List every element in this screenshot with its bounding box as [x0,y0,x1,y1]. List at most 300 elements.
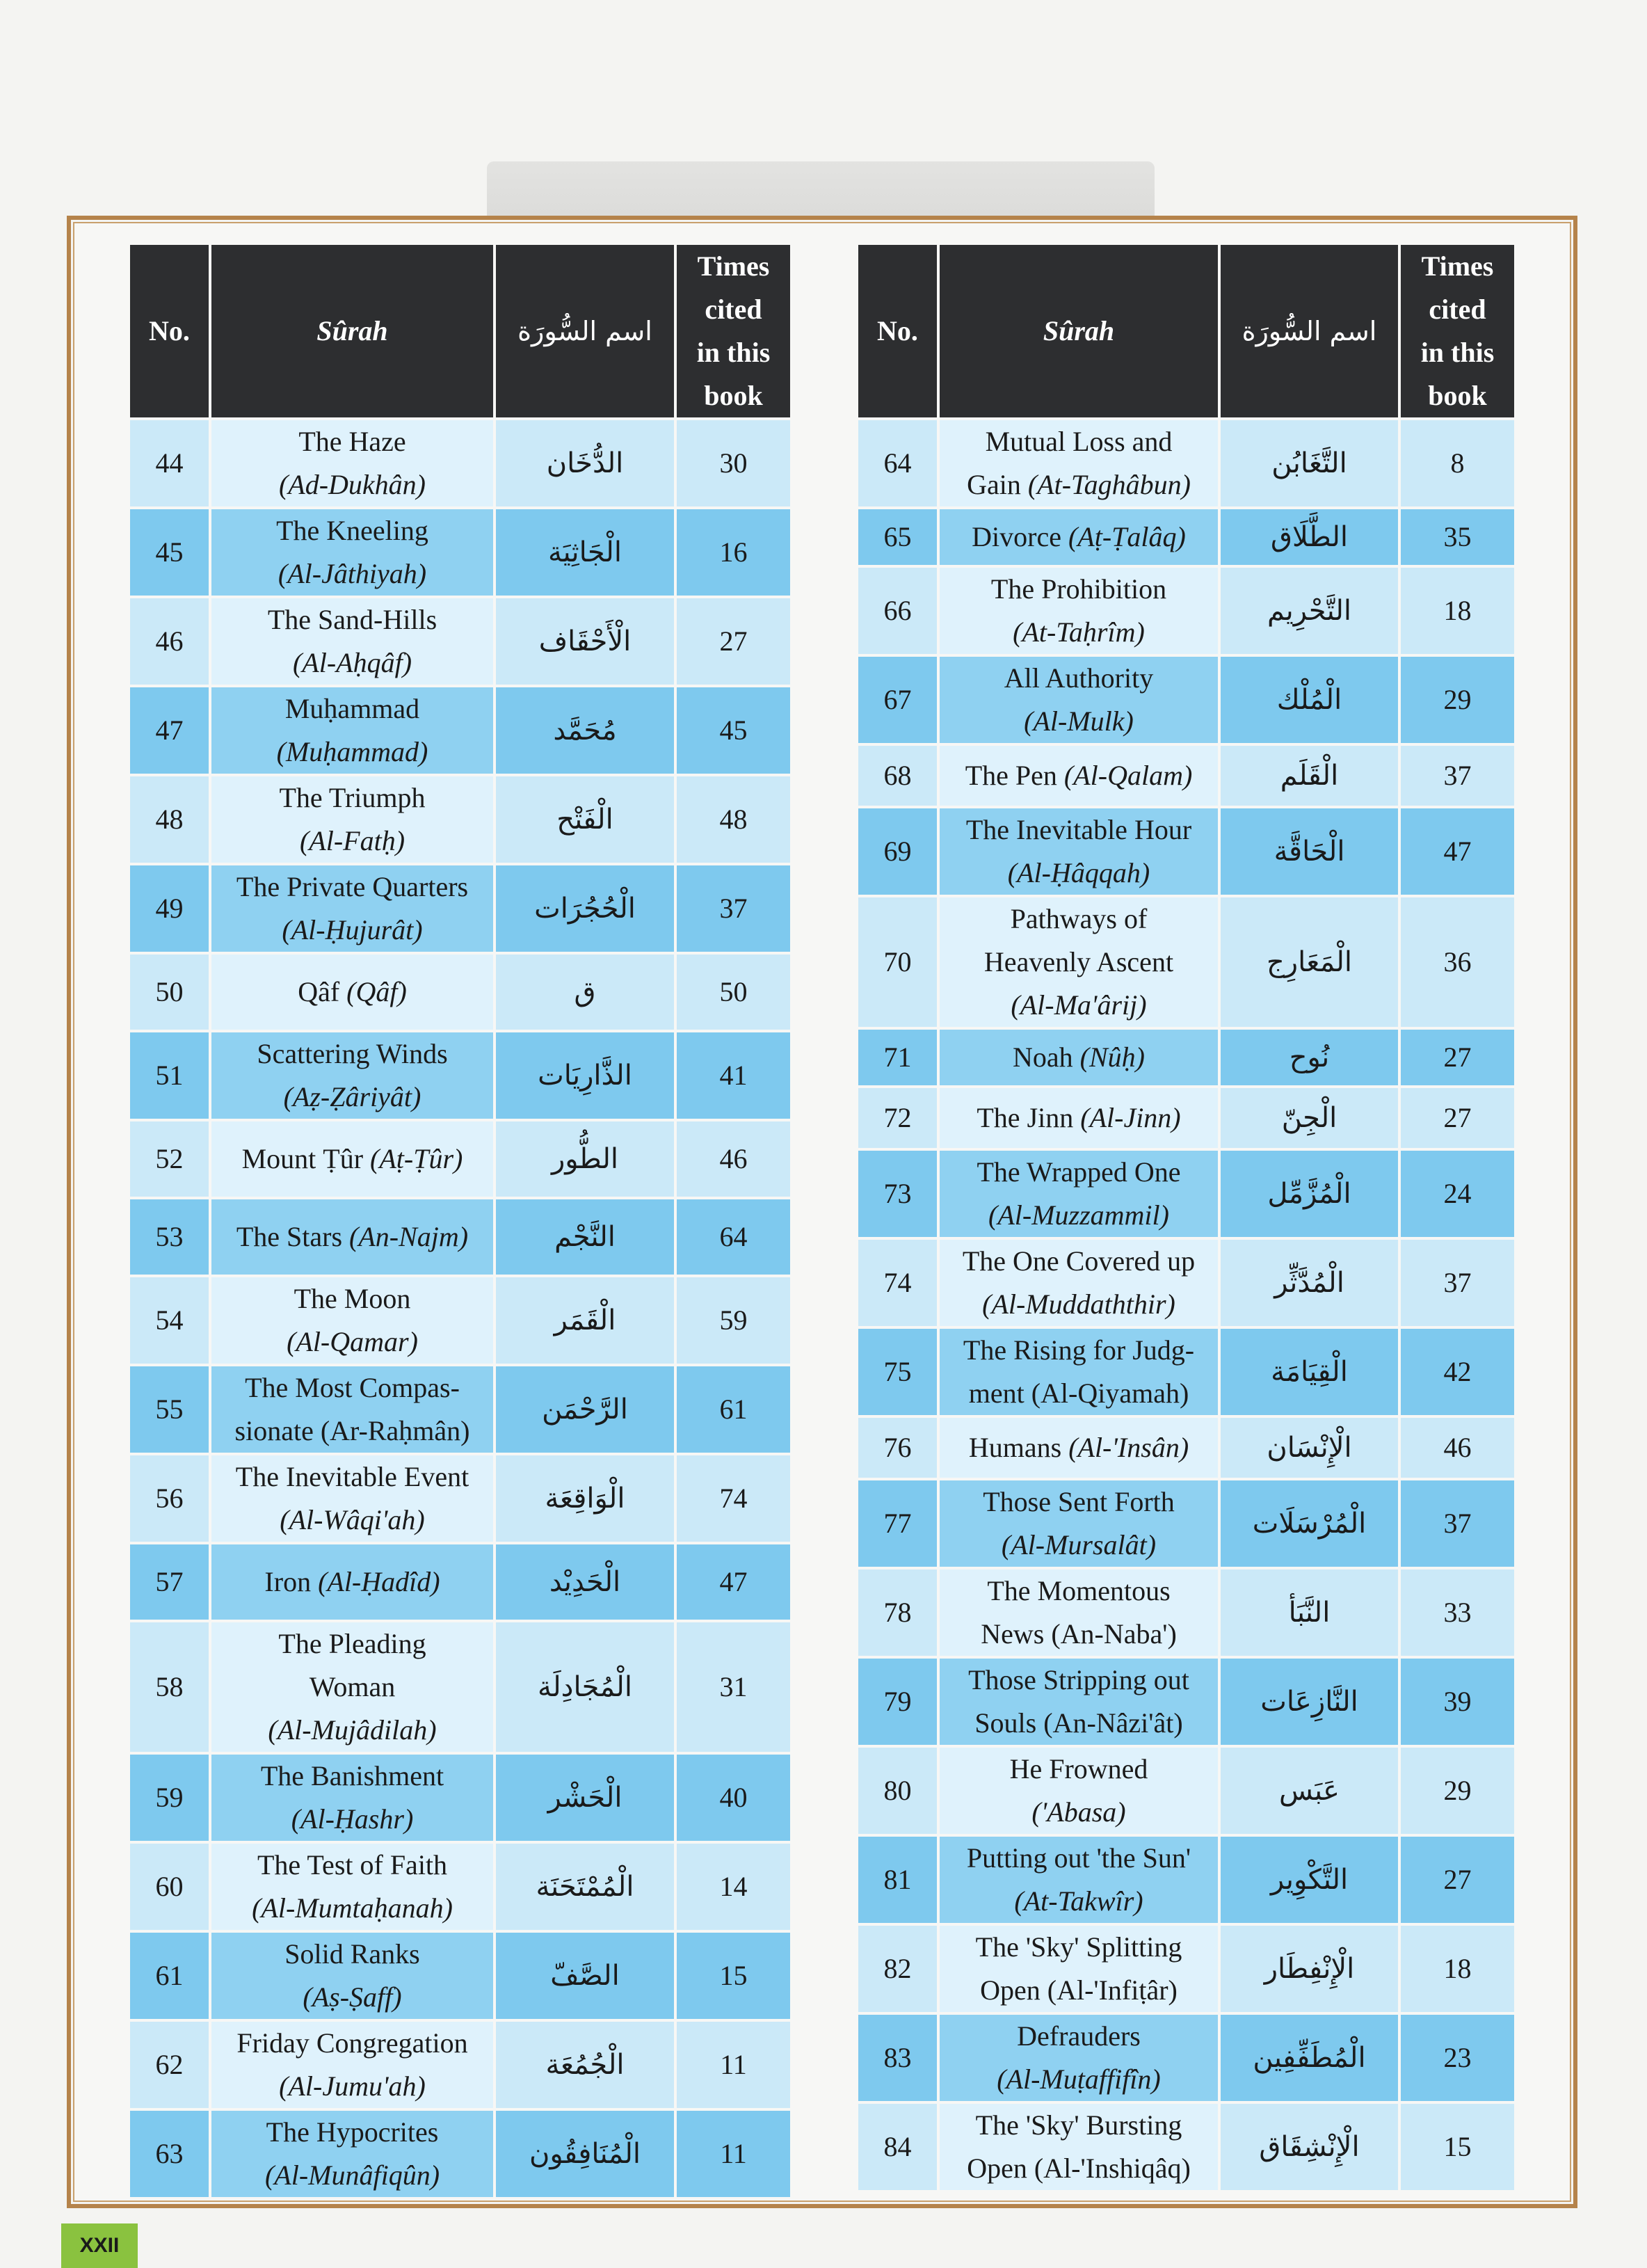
surah-arabic-name: التَّحْرِيم [1221,568,1398,654]
table-row [858,897,1514,1027]
surah-table [127,242,793,2200]
surah-transliteration: (Ad-Dukhân) [278,469,426,500]
surah-title: The 'Sky' Bursting [975,2109,1182,2141]
surah-english-name [211,1933,493,2019]
times-cited: 48 [677,776,790,863]
surah-transliteration: (Qâf) [346,976,407,1007]
surah-arabic-name: النَّبَأ [1221,1570,1398,1656]
surah-english-name [211,1844,493,1930]
times-cited: 23 [1401,2015,1514,2101]
header-times-line: Times [1421,250,1494,282]
surah-title: The Inevitable Hour [965,814,1192,845]
surah-english-name [940,1088,1218,1148]
surah-number: 72 [858,1088,937,1148]
surah-english-name [940,1837,1218,1923]
table-row [858,1837,1514,1923]
surah-transliteration: (Aṣ-Ṣaff) [303,1981,402,2013]
surah-number: 65 [858,509,937,565]
table-row [130,1199,790,1275]
surah-english-name [211,1199,493,1275]
surah-transliteration: (An-Najm) [349,1221,469,1252]
table-row [858,746,1514,806]
table-row [130,1366,790,1453]
table-row [130,865,790,952]
table-row [130,1622,790,1752]
times-cited: 14 [677,1844,790,1930]
times-cited: 18 [1401,568,1514,654]
surah-transliteration: (Al-Mursalât) [1001,1529,1157,1560]
surah-transliteration: (Al-Fatḥ) [299,825,405,856]
surah-transliteration: ment (Al-Qiyamah) [968,1377,1189,1409]
surah-table-left [130,245,790,2197]
table-row [858,1659,1514,1745]
surah-english-name [940,1418,1218,1478]
surah-english-name [211,955,493,1030]
surah-english-name [940,897,1218,1027]
surah-title: Solid Ranks [284,1938,420,1970]
surah-title: The Wrapped One [977,1156,1181,1188]
surah-english-name [940,1030,1218,1085]
surah-arabic-name: الْأَحْقَاف [496,598,674,685]
table-row [858,1418,1514,1478]
surah-title: The 'Sky' Splitting [975,1931,1182,1963]
surah-transliteration: (Al-Ḥadîd) [318,1566,440,1597]
times-cited: 46 [677,1121,790,1197]
surah-arabic-name: الْإِنْشِقَاق [1221,2104,1398,2190]
surah-english-name [940,1570,1218,1656]
header-times-line: book [704,380,763,411]
surah-number: 58 [130,1622,209,1752]
times-cited: 42 [1401,1329,1514,1415]
table-row [130,420,790,506]
surah-title: The Sand-Hills [267,604,437,635]
surah-number: 71 [858,1030,937,1085]
surah-transliteration: (Al-Wâqi'ah) [280,1504,425,1535]
table-row [130,1121,790,1197]
surah-number: 75 [858,1329,937,1415]
times-cited: 37 [1401,746,1514,806]
table-row [858,657,1514,743]
surah-arabic-name: الْإِنْفِطَار [1221,1926,1398,2012]
surah-number: 63 [130,2111,209,2197]
surah-number: 77 [858,1480,937,1567]
table-row [858,808,1514,895]
surah-title: The Rising for Judg- [963,1334,1195,1366]
times-cited: 50 [677,955,790,1030]
table-row [858,1748,1514,1834]
surah-transliteration: Open (Al-'Infiṭâr) [980,1974,1178,2006]
surah-title: The Hypocrites [266,2116,439,2148]
surah-arabic-name: نُوح [1221,1030,1398,1085]
table-row [858,1088,1514,1148]
surah-english-name [211,2111,493,2197]
header-surah: Sûrah [940,245,1218,417]
surah-english-name [940,1480,1218,1567]
times-cited: 15 [677,1933,790,2019]
surah-transliteration: (Al-Ḥujurât) [282,914,423,945]
surah-arabic-name: الطَّلَاق [1221,509,1398,565]
surah-english-name [211,1622,493,1752]
header-times-line: in this [1420,337,1495,368]
surah-number: 61 [130,1933,209,2019]
surah-transliteration: (Al-Mumtaḥanah) [252,1892,453,1924]
surah-title: Friday Congregation [236,2027,468,2059]
surah-number: 55 [130,1366,209,1453]
times-cited: 18 [1401,1926,1514,2012]
surah-arabic-name: الْمُزَّمِّل [1221,1151,1398,1237]
table-row [130,1844,790,1930]
table-row [130,2022,790,2108]
surah-english-name [940,2104,1218,2190]
surah-transliteration: (Aẓ-Ẓâriyât) [283,1081,421,1112]
surah-title: Putting out 'the Sun' [966,1842,1191,1874]
table-header-row [130,245,790,417]
surah-number: 80 [858,1748,937,1834]
surah-transliteration: (Muḥammad) [276,736,428,767]
surah-english-name [211,1755,493,1841]
times-cited: 24 [1401,1151,1514,1237]
surah-arabic-name: النَّجْم [496,1199,674,1275]
surah-title: Pathways of [1010,903,1148,934]
surah-number: 82 [858,1926,937,2012]
surah-number: 56 [130,1455,209,1542]
surah-title: Mutual Loss and [985,426,1173,457]
surah-english-name [940,746,1218,806]
surah-arabic-name: الدُّخَان [496,420,674,506]
surah-transliteration: News (An-Naba') [981,1618,1177,1650]
surah-title: The Momentous [987,1575,1171,1606]
surah-number: 44 [130,420,209,506]
surah-number: 52 [130,1121,209,1197]
table-row [130,776,790,863]
table-row [130,598,790,685]
times-cited: 64 [677,1199,790,1275]
surah-number: 84 [858,2104,937,2190]
times-cited: 11 [677,2022,790,2108]
header-times-line: Times [697,250,770,282]
surah-title: All Authority [1004,662,1154,694]
surah-title: The Pen [965,760,1057,791]
table-row [858,1926,1514,2012]
surah-title: Qâf [298,976,340,1007]
surah-number: 45 [130,509,209,596]
surah-english-name [940,1926,1218,2012]
surah-transliteration: (Al-Muzzammil) [988,1199,1169,1231]
times-cited: 47 [1401,808,1514,895]
times-cited: 8 [1401,420,1514,506]
surah-title-line2: Woman [309,1671,396,1702]
table-row [858,1329,1514,1415]
surah-title: The Kneeling [276,515,428,546]
times-cited: 45 [677,687,790,774]
table-row [858,1240,1514,1326]
times-cited: 39 [1401,1659,1514,1745]
surah-english-name [940,568,1218,654]
table-row [130,1544,790,1620]
surah-number: 83 [858,2015,937,2101]
table-row [130,1032,790,1119]
surah-english-name [940,1748,1218,1834]
surah-english-name [211,687,493,774]
surah-transliteration: (Al-Muddaththir) [982,1288,1175,1320]
table-row [130,1277,790,1364]
surah-number: 62 [130,2022,209,2108]
header-times-line: cited [705,294,762,325]
surah-english-name [211,598,493,685]
surah-title: He Frowned [1009,1753,1148,1784]
surah-arabic-name: الْمُطَفِّفِين [1221,2015,1398,2101]
surah-arabic-name: الْمُنَافِقُون [496,2111,674,2197]
table-row [858,568,1514,654]
surah-transliteration: (Nûḥ) [1079,1041,1145,1073]
surah-title: The Haze [298,426,406,457]
surah-arabic-name: الْجُمُعَة [496,2022,674,2108]
surah-english-name [211,1277,493,1364]
times-cited: 11 [677,2111,790,2197]
surah-transliteration: (Aṭ-Ṭûr) [370,1143,463,1174]
surah-number: 78 [858,1570,937,1656]
surah-english-name [211,776,493,863]
surah-table [855,242,1517,2193]
surah-number: 54 [130,1277,209,1364]
surah-arabic-name: الْفَتْح [496,776,674,863]
times-cited: 35 [1401,509,1514,565]
surah-title: The Pleading [278,1628,426,1659]
surah-transliteration: (Al-Mulk) [1024,705,1134,737]
rows-left [130,420,790,2197]
surah-number: 79 [858,1659,937,1745]
surah-arabic-name: الطُّور [496,1121,674,1197]
surah-title: Scattering Winds [257,1038,448,1069]
surah-title: Noah [1013,1041,1073,1073]
table-row [130,509,790,596]
times-cited: 27 [1401,1030,1514,1085]
times-cited: 27 [1401,1837,1514,1923]
table-header-row [858,245,1514,417]
times-cited: 37 [1401,1480,1514,1567]
surah-title: The Stars [236,1221,343,1252]
header-times-line: book [1428,380,1487,411]
surah-english-name [940,1240,1218,1326]
surah-title: The Most Compas- [245,1372,460,1403]
times-cited: 27 [677,598,790,685]
surah-number: 46 [130,598,209,685]
surah-title: The Inevitable Event [235,1461,469,1492]
surah-transliteration: (Al-Jâthiyah) [278,558,427,589]
surah-transliteration: (Al-Jinn) [1080,1102,1181,1133]
surah-transliteration: (At-Takwîr) [1014,1885,1143,1917]
surah-number: 59 [130,1755,209,1841]
surah-transliteration: (Al-Munâfiqûn) [264,2159,440,2191]
surah-number: 67 [858,657,937,743]
times-cited: 74 [677,1455,790,1542]
surah-title: The Test of Faith [257,1849,448,1880]
surah-number: 49 [130,865,209,952]
surah-number: 51 [130,1032,209,1119]
surah-english-name [940,1329,1218,1415]
surah-transliteration: (Al-'Insân) [1068,1432,1189,1463]
surah-english-name [940,2015,1218,2101]
table-row [858,1030,1514,1085]
surah-arabic-name: الْقَمَر [496,1277,674,1364]
surah-english-name [940,509,1218,565]
header-times-line: in this [696,337,771,368]
times-cited: 27 [1401,1088,1514,1148]
surah-arabic-name: الْحَشْر [496,1755,674,1841]
surah-transliteration: ('Abasa) [1031,1796,1126,1828]
surah-arabic-name: الْمُدَّثِّر [1221,1240,1398,1326]
table-row [858,1480,1514,1567]
surah-table-right [858,245,1514,2190]
surah-transliteration: (Al-Ḥâqqah) [1007,857,1150,888]
surah-transliteration: sionate (Ar-Raḥmân) [234,1415,470,1446]
surah-arabic-name: التَّكْوِير [1221,1837,1398,1923]
surah-transliteration: Souls (An-Nâzi'ât) [974,1707,1183,1739]
surah-english-name [211,420,493,506]
table-row [130,1755,790,1841]
surah-arabic-name: الْمُجَادِلَة [496,1622,674,1752]
header-arabic-name: اسم السُّورَة [1221,245,1398,417]
surah-title: The Moon [294,1283,411,1314]
surah-arabic-name: النَّازِعَات [1221,1659,1398,1745]
table-row [130,687,790,774]
surah-title: Defrauders [1017,2020,1141,2052]
surah-arabic-name: الْمُلْك [1221,657,1398,743]
surah-english-name [940,808,1218,895]
times-cited: 47 [677,1544,790,1620]
times-cited: 46 [1401,1418,1514,1478]
surah-title: The Triumph [279,782,426,813]
header-surah: Sûrah [211,245,493,417]
surah-number: 70 [858,897,937,1027]
surah-number: 69 [858,808,937,895]
surah-arabic-name: الْحَاقَّة [1221,808,1398,895]
surah-number: 60 [130,1844,209,1930]
surah-arabic-name: الْمَعَارِج [1221,897,1398,1027]
surah-number: 48 [130,776,209,863]
surah-transliteration: (Aṭ-Ṭalâq) [1068,521,1186,552]
surah-number: 68 [858,746,937,806]
surah-title: The Banishment [260,1760,444,1791]
surah-number: 66 [858,568,937,654]
table-row [858,2104,1514,2190]
surah-transliteration: (Al-Qamar) [287,1326,418,1357]
surah-arabic-name: الْقَلَم [1221,746,1398,806]
surah-transliteration: Open (Al-'Inshiqâq) [967,2153,1191,2184]
header-times-line: cited [1429,294,1486,325]
times-cited: 59 [677,1277,790,1364]
surah-english-name [211,1366,493,1453]
table-row [858,1570,1514,1656]
header-arabic-name: اسم السُّورَة [496,245,674,417]
times-cited: 36 [1401,897,1514,1027]
surah-arabic-name: الرَّحْمَن [496,1366,674,1453]
surah-title: Divorce [972,521,1061,552]
surah-english-name [940,1151,1218,1237]
surah-title: The One Covered up [962,1245,1196,1277]
surah-number: 64 [858,420,937,506]
surah-arabic-name: الْحُجُرَات [496,865,674,952]
surah-transliteration: (Al-Ḥashr) [291,1803,414,1835]
table-row [858,509,1514,565]
surah-arabic-name: التَّغَابُن [1221,420,1398,506]
surah-arabic-name: الْمُمْتَحَنَة [496,1844,674,1930]
times-cited: 29 [1401,1748,1514,1834]
table-row [858,420,1514,506]
surah-arabic-name: الْجِنّ [1221,1088,1398,1148]
surah-english-name [211,1455,493,1542]
surah-arabic-name: الْجَاثِيَة [496,509,674,596]
table-row [130,1455,790,1542]
surah-title: Muḥammad [284,693,420,724]
surah-arabic-name: الْوَاقِعَة [496,1455,674,1542]
surah-transliteration: (Al-Qalam) [1063,760,1193,791]
table-row [858,2015,1514,2101]
surah-transliteration: (Al-Jumu'ah) [279,2070,426,2102]
surah-title: Iron [264,1566,312,1597]
table-row [130,2111,790,2197]
surah-english-name [211,1544,493,1620]
header-no: No. [130,245,209,417]
surah-english-name [940,657,1218,743]
header-times-cited [1401,245,1514,417]
surah-title: Humans [968,1432,1062,1463]
times-cited: 40 [677,1755,790,1841]
surah-english-name [211,865,493,952]
surah-english-name [211,1121,493,1197]
times-cited: 37 [1401,1240,1514,1326]
surah-title: The Jinn [977,1102,1074,1133]
surah-arabic-name: الذَّارِيَات [496,1032,674,1119]
surah-title: Those Stripping out [968,1664,1189,1695]
surah-number: 74 [858,1240,937,1326]
surah-transliteration: (Al-Aḥqâf) [292,647,412,678]
table-row [130,1933,790,2019]
surah-number: 47 [130,687,209,774]
surah-number: 76 [858,1418,937,1478]
surah-number: 81 [858,1837,937,1923]
surah-title: The Private Quarters [236,871,469,902]
times-cited: 16 [677,509,790,596]
times-cited: 37 [677,865,790,952]
table-row [130,955,790,1030]
times-cited: 41 [677,1032,790,1119]
header-times-cited [677,245,790,417]
times-cited: 33 [1401,1570,1514,1656]
times-cited: 29 [1401,657,1514,743]
surah-title: Mount Ṭûr [241,1143,364,1174]
surah-number: 73 [858,1151,937,1237]
surah-arabic-name: مُحَمَّد [496,687,674,774]
surah-arabic-name: الْحَدِيْد [496,1544,674,1620]
surah-arabic-name: عَبَس [1221,1748,1398,1834]
times-cited: 15 [1401,2104,1514,2190]
surah-title: The Prohibition [990,573,1167,605]
surah-number: 53 [130,1199,209,1275]
surah-transliteration: (At-Taḥrîm) [1013,616,1145,648]
page-number: XXII [61,2223,138,2268]
times-cited: 61 [677,1366,790,1453]
surah-english-name [211,509,493,596]
surah-title-line2: Heavenly Ascent [983,946,1174,977]
table-row [858,1151,1514,1237]
surah-transliteration: (Al-Ma'ârij) [1011,989,1147,1021]
surah-english-name [211,1032,493,1119]
surah-arabic-name: الْقِيَامَة [1221,1329,1398,1415]
surah-transliteration: (Al-Mujâdilah) [268,1714,437,1746]
times-cited: 30 [677,420,790,506]
surah-english-name [211,2022,493,2108]
